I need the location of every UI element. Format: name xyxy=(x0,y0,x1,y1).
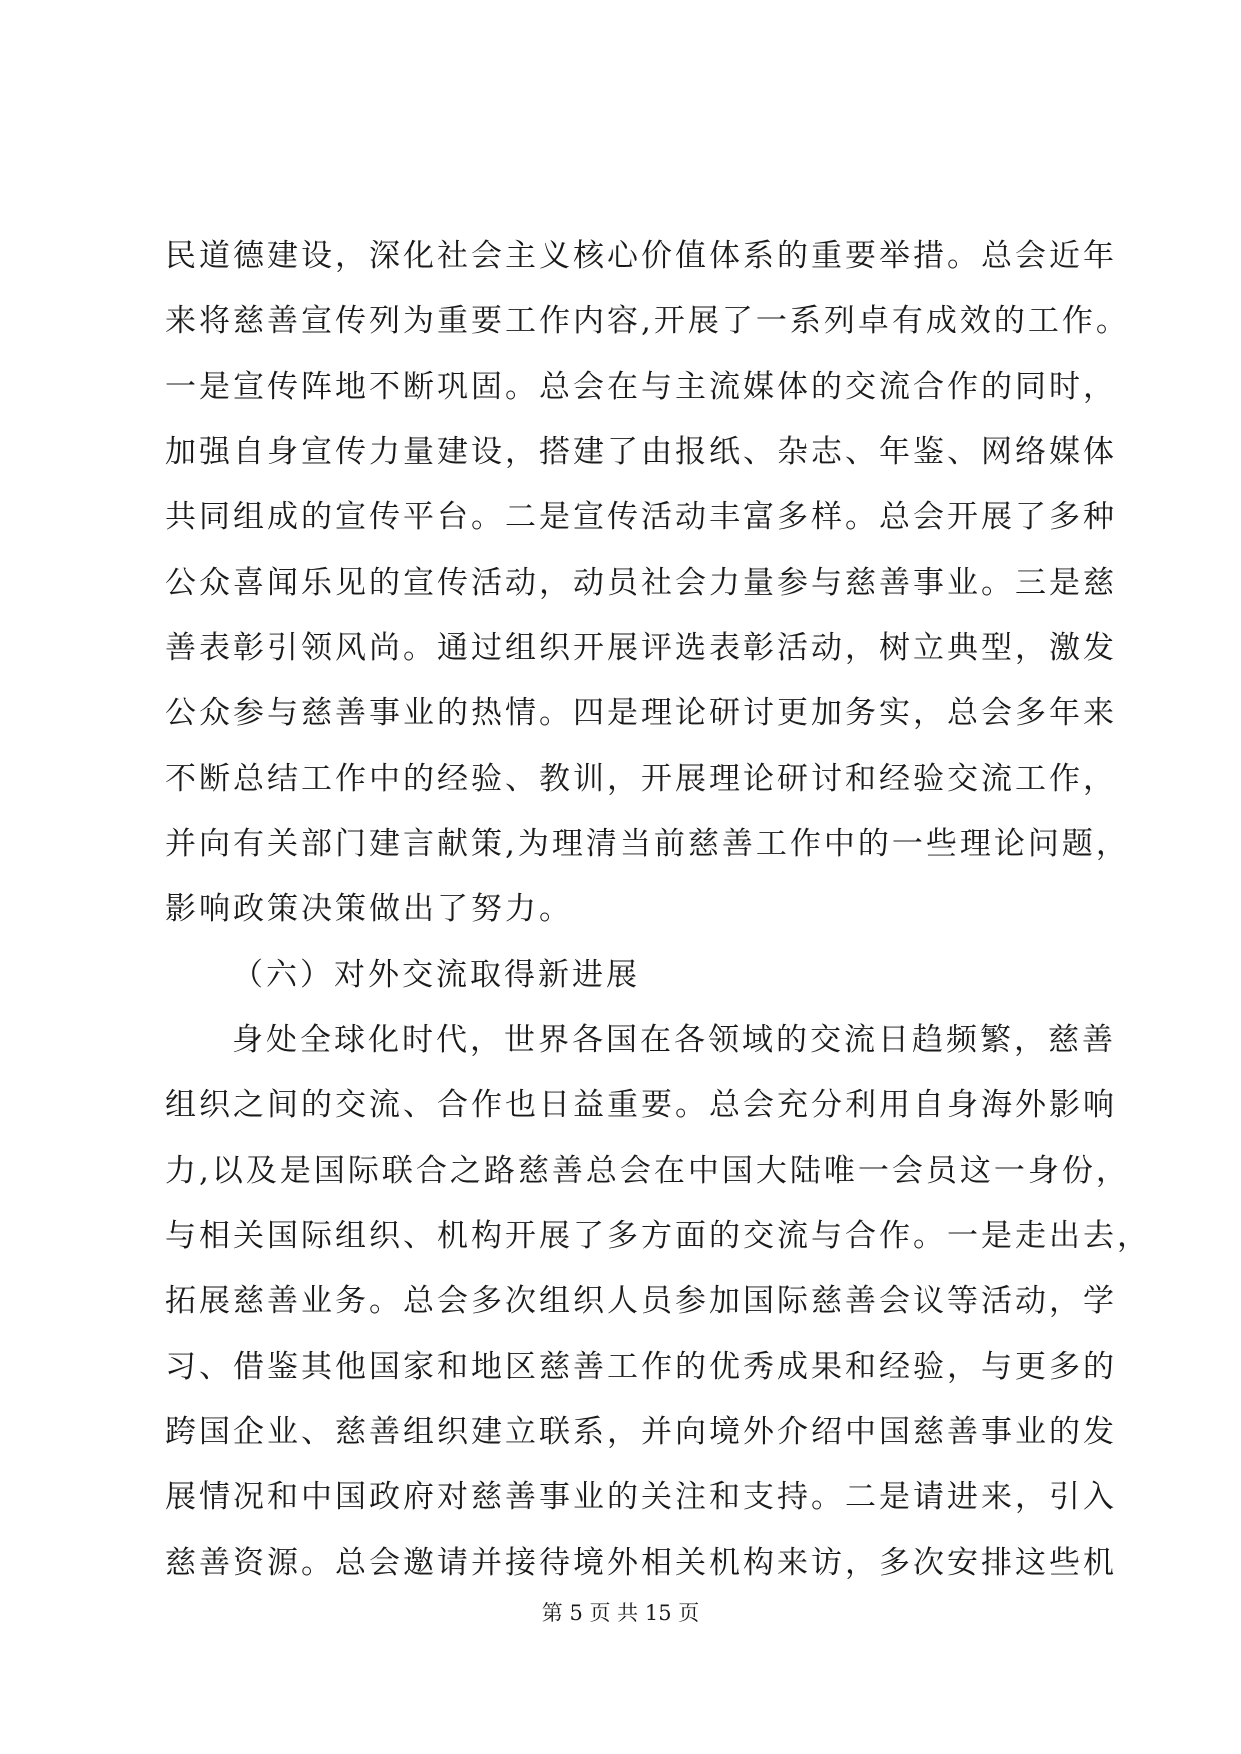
body-text-line: 拓展慈善业务。总会多次组织人员参加国际慈善会议等活动，学 xyxy=(165,1283,1117,1319)
body-text-line: 一是宣传阵地不断巩固。总会在与主流媒体的交流合作的同时， xyxy=(165,369,1117,405)
body-text-line: 加强自身宣传力量建设，搭建了由报纸、杂志、年鉴、网络媒体 xyxy=(165,434,1117,470)
body-text-line: 并向有关部门建言献策,为理清当前慈善工作中的一些理论问题， xyxy=(165,826,1130,862)
body-text-line: 展情况和中国政府对慈善事业的关注和支持。二是请进来，引入 xyxy=(165,1479,1117,1515)
body-text-line: 影响政策决策做出了努力。 xyxy=(165,891,573,927)
body-text-line: 跨国企业、慈善组织建立联系，并向境外介绍中国慈善事业的发 xyxy=(165,1414,1117,1450)
body-text-line: 与相关国际组织、机构开展了多方面的交流与合作。一是走出去， xyxy=(165,1218,1151,1254)
body-text-line: 共同组成的宣传平台。二是宣传活动丰富多样。总会开展了多种 xyxy=(165,499,1117,535)
body-text-line: 民道德建设，深化社会主义核心价值体系的重要举措。总会近年 xyxy=(165,238,1117,274)
body-text-line: 不断总结工作中的经验、教训，开展理论研讨和经验交流工作， xyxy=(165,761,1117,797)
body-text-line: 善表彰引领风尚。通过组织开展评选表彰活动，树立典型，激发 xyxy=(165,630,1117,666)
body-text-line: 慈善资源。总会邀请并接待境外相关机构来访，多次安排这些机 xyxy=(165,1545,1117,1581)
body-text-line: 组织之间的交流、合作也日益重要。总会充分利用自身海外影响 xyxy=(165,1087,1117,1123)
body-text-line: 公众参与慈善事业的热情。四是理论研讨更加务实，总会多年来 xyxy=(165,695,1117,731)
page-number-footer: 第 5 页 共 15 页 xyxy=(541,1601,700,1625)
section-heading: （六）对外交流取得新进展 xyxy=(232,957,640,993)
body-text-line: 来将慈善宣传列为重要工作内容,开展了一系列卓有成效的工作。 xyxy=(165,303,1130,339)
body-text-line: 身处全球化时代，世界各国在各领域的交流日趋频繁，慈善 xyxy=(232,1022,1116,1058)
body-text-line: 公众喜闻乐见的宣传活动，动员社会力量参与慈善事业。三是慈 xyxy=(165,565,1117,601)
body-text-line: 习、借鉴其他国家和地区慈善工作的优秀成果和经验，与更多的 xyxy=(165,1349,1117,1385)
body-text-line: 力,以及是国际联合之路慈善总会在中国大陆唯一会员这一身份， xyxy=(165,1153,1130,1189)
